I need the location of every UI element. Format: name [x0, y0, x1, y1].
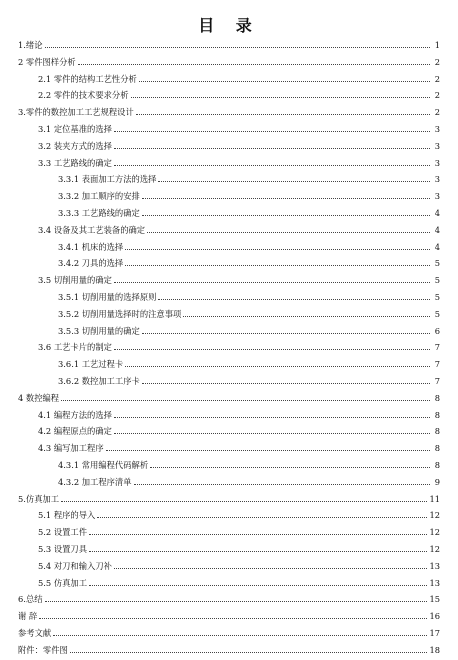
toc-entry[interactable]: [18, 274, 440, 291]
toc-entry[interactable]: [18, 610, 440, 627]
dot-leader: [147, 231, 430, 233]
dot-leader: [114, 416, 430, 418]
toc-entry[interactable]: [18, 409, 440, 426]
dot-leader: [114, 348, 430, 350]
toc-entry[interactable]: [18, 526, 440, 543]
toc-entry[interactable]: [18, 190, 440, 207]
toc-entry-page-number: 5: [434, 275, 440, 286]
dot-leader: [131, 96, 430, 98]
toc-entry[interactable]: [18, 459, 440, 476]
dot-leader: [142, 214, 430, 216]
table-of-contents: [18, 39, 440, 660]
dot-leader: [61, 500, 427, 502]
toc-entry-page-number: 3: [434, 174, 440, 185]
toc-entry-page-number: 6: [434, 325, 440, 336]
toc-entry[interactable]: [18, 173, 440, 190]
dot-leader: [114, 164, 430, 166]
toc-entry-page-number: 2: [434, 90, 440, 101]
toc-entry-label: 5.2 设置工件: [38, 527, 88, 538]
toc-entry-page-number: 5: [434, 308, 440, 319]
dot-leader: [150, 466, 430, 468]
toc-entry[interactable]: [18, 207, 440, 224]
dot-leader: [125, 248, 430, 250]
dot-leader: [61, 399, 430, 401]
dot-leader: [89, 533, 427, 535]
toc-entry-label: 谢 辞: [18, 611, 38, 622]
dot-leader: [97, 516, 427, 518]
toc-entry-label: 5.5 仿真加工: [38, 577, 88, 588]
toc-entry[interactable]: [18, 89, 440, 106]
toc-entry-label: 3.2 装夹方式的选择: [38, 140, 112, 151]
toc-entry-page-number: 3: [434, 191, 440, 202]
toc-entry-page-number: 16: [429, 611, 440, 622]
toc-entry[interactable]: [18, 493, 440, 510]
toc-entry-label: 3.5 切削用量的确定: [38, 275, 112, 286]
toc-entry-label: 4.3.2 加工程序清单: [58, 476, 132, 487]
dot-leader: [39, 617, 427, 619]
toc-entry-page-number: 12: [429, 510, 440, 521]
toc-entry-page-number: 7: [434, 359, 440, 370]
toc-entry-page-number: 7: [434, 375, 440, 386]
toc-entry-page-number: 17: [429, 627, 440, 638]
toc-entry-page-number: 5: [434, 291, 440, 302]
toc-entry[interactable]: [18, 543, 440, 560]
toc-entry-page-number: 1: [434, 40, 440, 50]
toc-entry-page-number: 11: [429, 493, 440, 504]
toc-entry-label: 3.3.3 工艺路线的确定: [58, 207, 140, 218]
toc-entry[interactable]: [18, 291, 440, 308]
dot-leader: [136, 113, 430, 115]
toc-entry-label: 4.3.1 常用编程代码解析: [58, 459, 149, 470]
toc-entry-label: 3.零件的数控加工工艺规程设计: [18, 107, 134, 118]
toc-entry-label: 2 零件图样分析: [18, 56, 76, 67]
toc-entry-label: 4.3 编写加工程序: [38, 443, 104, 454]
toc-entry-page-number: 8: [434, 426, 440, 437]
toc-entry-label: 5.3 设置刀具: [38, 543, 88, 554]
toc-entry-page-number: 8: [434, 409, 440, 420]
toc-entry[interactable]: [18, 241, 440, 258]
toc-entry-label: 1.绪论: [18, 40, 43, 50]
toc-entry[interactable]: [18, 123, 440, 140]
toc-entry-page-number: 3: [434, 123, 440, 134]
toc-entry-label: 5.1 程序的导入: [38, 510, 96, 521]
dot-leader: [89, 584, 427, 586]
dot-leader: [158, 180, 430, 182]
toc-entry-page-number: 7: [434, 342, 440, 353]
toc-entry[interactable]: [18, 257, 440, 274]
toc-entry-page-number: 13: [429, 560, 440, 571]
toc-entry-page-number: 4: [434, 224, 440, 235]
dot-leader: [114, 130, 430, 132]
toc-entry[interactable]: [18, 375, 440, 392]
dot-leader: [45, 46, 430, 48]
toc-entry[interactable]: [18, 627, 440, 644]
dot-leader: [78, 63, 430, 65]
toc-entry-page-number: 4: [434, 207, 440, 218]
toc-entry-label: 3.3 工艺路线的确定: [38, 157, 112, 168]
toc-entry[interactable]: [18, 476, 440, 493]
toc-entry-page-number: 5: [434, 258, 440, 269]
toc-entry-label: 6.总结: [18, 594, 43, 605]
dot-leader: [106, 449, 430, 451]
toc-entry-page-number: 12: [429, 543, 440, 554]
toc-entry-label: 3.1 定位基准的选择: [38, 123, 112, 134]
toc-entry[interactable]: [18, 577, 440, 594]
toc-entry-page-number: 9: [434, 476, 440, 487]
toc-entry[interactable]: [18, 56, 440, 73]
toc-entry-label: 附件：零件图: [18, 644, 68, 655]
toc-entry[interactable]: [18, 509, 440, 526]
toc-entry-page-number: 8: [434, 443, 440, 454]
dot-leader: [45, 600, 428, 602]
toc-entry-page-number: 2: [434, 73, 440, 84]
toc-entry-page-number: 8: [434, 392, 440, 403]
toc-entry-page-number: 4: [434, 241, 440, 252]
dot-leader: [158, 298, 430, 300]
dot-leader: [142, 197, 430, 199]
toc-entry-label: 3.5.2 切削用量选择时的注意事项: [58, 308, 182, 319]
dot-leader: [139, 80, 430, 82]
dot-leader: [125, 365, 430, 367]
toc-entry-label: 4.2 编程原点的确定: [38, 426, 112, 437]
toc-entry[interactable]: [18, 644, 440, 660]
toc-entry-page-number: 15: [429, 594, 440, 605]
toc-entry-page-number: 2: [434, 56, 440, 67]
toc-entry-label: 4 数控编程: [18, 392, 60, 403]
toc-entry[interactable]: [18, 341, 440, 358]
dot-leader: [183, 315, 430, 317]
toc-entry-label: 3.4.2 刀具的选择: [58, 258, 124, 269]
toc-entry-label: 3.4 设备及其工艺装备的确定: [38, 224, 146, 235]
toc-entry[interactable]: [18, 224, 440, 241]
toc-entry-label: 5.4 对刀和输入刀补: [38, 560, 112, 571]
toc-entry-label: 3.5.3 切削用量的确定: [58, 325, 140, 336]
dot-leader: [114, 567, 428, 569]
dot-leader: [134, 483, 430, 485]
toc-entry-label: 3.4.1 机床的选择: [58, 241, 124, 252]
dot-leader: [114, 432, 430, 434]
toc-entry-label: 3.6.2 数控加工工序卡: [58, 375, 140, 386]
dot-leader: [125, 264, 430, 266]
toc-entry-label: 5.仿真加工: [18, 493, 60, 504]
toc-entry-label: 参考文献: [18, 627, 52, 638]
toc-entry-label: 3.3.1 表面加工方法的选择: [58, 174, 157, 185]
toc-entry[interactable]: [18, 392, 440, 409]
toc-entry-label: 2.2 零件的技术要求分析: [38, 90, 129, 101]
toc-entry[interactable]: [18, 308, 440, 325]
toc-entry[interactable]: [18, 325, 440, 342]
toc-title: 目 录: [198, 16, 260, 35]
toc-entry[interactable]: [18, 73, 440, 90]
dot-leader: [89, 550, 427, 552]
toc-entry-label: 2.1 零件的结构工艺性分析: [38, 73, 137, 84]
toc-entry[interactable]: [18, 593, 440, 610]
toc-entry[interactable]: [18, 157, 440, 174]
toc-entry-page-number: 13: [429, 577, 440, 588]
toc-entry[interactable]: [18, 442, 440, 459]
toc-entry[interactable]: [18, 39, 440, 56]
dot-leader: [114, 281, 430, 283]
toc-entry[interactable]: [18, 425, 440, 442]
toc-entry[interactable]: [18, 358, 440, 375]
toc-entry-label: 3.5.1 切削用量的选择原则: [58, 291, 157, 302]
dot-leader: [142, 382, 430, 384]
toc-entry-page-number: 12: [429, 527, 440, 538]
toc-entry-page-number: 8: [434, 459, 440, 470]
toc-entry-page-number: 3: [434, 140, 440, 151]
dot-leader: [114, 147, 430, 149]
dot-leader: [70, 651, 428, 653]
toc-entry-page-number: 3: [434, 157, 440, 168]
toc-entry-label: 3.3.2 加工顺序的安排: [58, 191, 140, 202]
toc-entry-label: 3.6.1 工艺过程卡: [58, 359, 124, 370]
toc-entry[interactable]: [18, 560, 440, 577]
toc-entry-page-number: 18: [429, 644, 440, 655]
toc-entry[interactable]: [18, 140, 440, 157]
toc-entry-page-number: 2: [434, 107, 440, 118]
toc-entry[interactable]: [18, 106, 440, 123]
toc-entry-label: 3.6 工艺卡片的制定: [38, 342, 112, 353]
toc-entry-label: 4.1 编程方法的选择: [38, 409, 112, 420]
dot-leader: [142, 332, 430, 334]
